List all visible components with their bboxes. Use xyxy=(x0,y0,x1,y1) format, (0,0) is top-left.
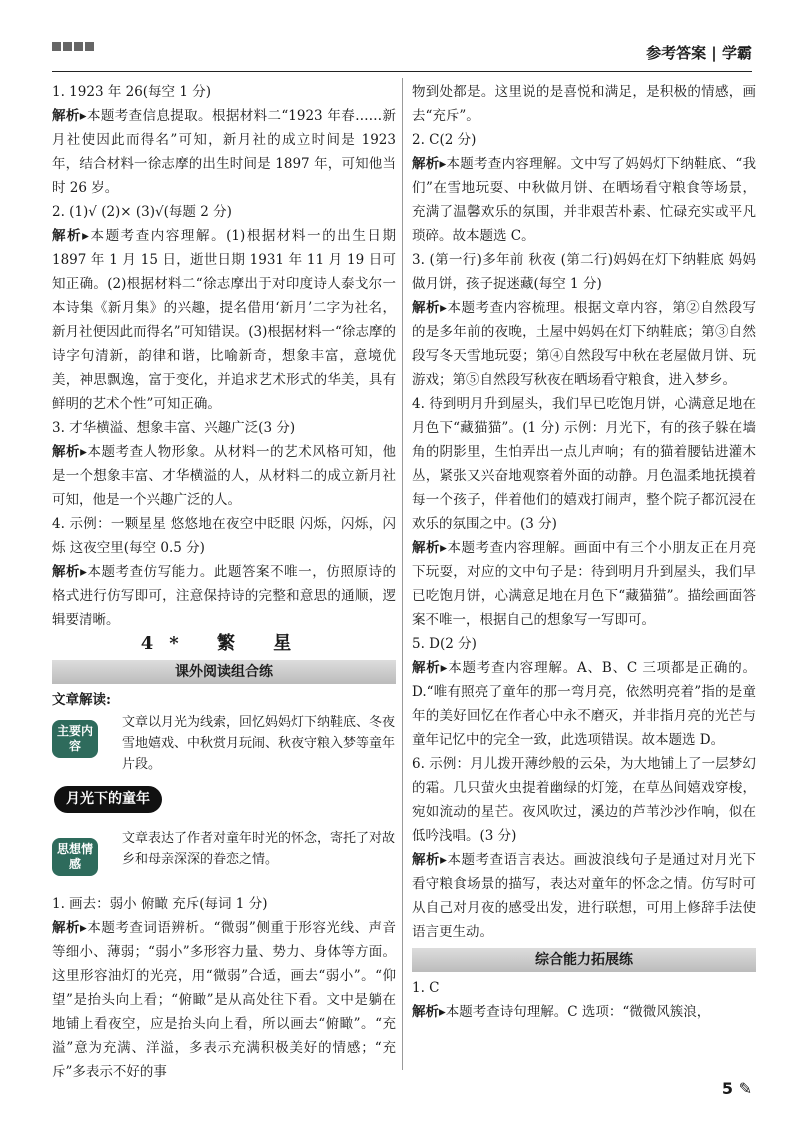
para: 解析▸本题考查内容梳理。根据文章内容，第②自然段写的是多年前的夜晚，土屋中妈妈在灯下纳鞋底；第③自然段写冬天雪地玩耍；第④自然段写中秋在老屋做月饼、玩游戏；第⑤自然段写秋夜在晒场看守粮食，进入梦乡。 xyxy=(412,300,757,388)
para: 解析▸本题考查词语辨析。“微弱”侧重于形容光线、声音等细小、薄弱；“弱小”多形容力量、势力、身体等方面。这里形容油灯的光亮，用“微弱”合适，画去“弱小”。“仰望”是抬头向上看；“俯瞰”是从高处往下看。文中是躺在地铺上看夜空，应是抬头向上看，所以画去“俯瞰”。“充溢”意为充满、洋溢，多表示充满积极美好的情感；“充斥”多表示不好的事 xyxy=(52,920,396,1080)
brand-label: 参考答案 | 学霸 xyxy=(646,44,752,62)
section-title: 4* 繁 星 xyxy=(140,633,308,654)
para: 5. D(2 分) xyxy=(412,636,477,652)
para: 解析▸本题考查内容理解。(1)根据材料一的出生日期 1897 年 1 月 15 日，逝世日期 1931 年 11 月 19 日可知正确。(2)根据材料二“徐志摩出于对印度诗人泰戈尔一本诗集《新月集》的兴趣，提名借用‘新月’二字为社名，新月社便因此而得名”可知错误。(3)根据材料一“徐志摩的诗字句清新，韵律和谐，比喻新奇，想象丰富，意境优美，神思飘逸，富于变化，并追求艺术形式的华美，具有鲜明的艺术个性”可知正确。 xyxy=(52,228,396,412)
para: 解析▸本题考查信息提取。根据材料二“1923 年春……新月社使因此而得名”可知，新月社的成立时间是 1923 年，结合材料一徐志摩的出生时间是 1897 年，可知他当时 26 岁。 xyxy=(52,108,396,196)
para: 解析▸本题考查诗句理解。C 选项：“微微风簇浪， xyxy=(412,1004,711,1020)
para: 1. 画去：弱小 俯瞰 充斥(每词 1 分) xyxy=(52,896,268,912)
para: 解析▸本题考查内容理解。文中写了妈妈灯下纳鞋底、“我们”在雪地玩耍、中秋做月饼、在晒场看守粮食等场景，充满了温馨欢乐的氛围，并非艰苦朴素、忙碌充实或平凡琐碎。故本题选 C。 xyxy=(412,156,757,244)
label-emotion: 思想情感 xyxy=(52,838,98,876)
para: 解析▸本题考查仿写能力。此题答案不唯一，仿照原诗的格式进行仿写即可，注意保持诗的完整和意思的通顺，逻辑要清晰。 xyxy=(52,564,397,628)
para: 物到处都是。这里说的是喜悦和满足，是积极的情感，画去“充斥”。 xyxy=(412,84,756,124)
column-divider xyxy=(402,78,403,1070)
label-main: 主要内容 xyxy=(52,720,98,758)
para: 解析▸本题考查人物形象。从材料一的艺术风格可知，他是一个想象丰富、才华横溢的人，从材料二的成立新月社可知，他是一个兴趣广泛的人。 xyxy=(52,444,397,508)
section-bar-2: 综合能力拓展练 xyxy=(412,948,756,972)
para: 1. 1923 年 26(每空 1 分) xyxy=(52,84,211,100)
para: 4. 待到明月升到屋头，我们早已吃饱月饼，心满意足地在月色下“藏猫猫”。(1 分) 示例：月光下，有的孩子躲在墙角的阴影里，生怕弄出一点儿声响；有的猫着腰钻进灌木丛，紧张又兴奋地观察着外面的动静。月色温柔地抚摸着每一个孩子，伴着他们的嬉戏打闹声，整个院子都沉浸在欢乐的氛围之中。(3 分) xyxy=(412,396,756,532)
center-node: 月光下的童年 xyxy=(54,786,162,813)
para: 1. C xyxy=(412,980,440,996)
para: 3. 才华横溢、想象丰富、兴趣广泛(3 分) xyxy=(52,420,296,436)
para: 2. C(2 分) xyxy=(412,132,477,148)
section-bar-1: 课外阅读组合练 xyxy=(52,660,396,684)
para: 4. 示例：一颗星星 悠悠地在夜空中眨眼 闪烁，闪烁，闪烁 这夜空里(每空 0.5 分) xyxy=(52,516,396,556)
para: 2. (1)√ (2)× (3)√(每题 2 分) xyxy=(52,204,232,220)
para: 解析▸本题考查语言表达。画波浪线句子是通过对月光下看守粮食场景的描写，表达对童年的怀念之情。仿写时可从自己对月夜的感受出发，进行联想，可用上修辞手法使语言更生动。 xyxy=(412,852,757,940)
left-column xyxy=(52,80,396,1084)
main-content: 文章以月光为线索，回忆妈妈灯下纳鞋底、冬夜雪地嬉戏、中秋赏月玩闹、秋夜守粮入梦等童年片段。 xyxy=(122,715,396,772)
page-header xyxy=(52,36,752,72)
para: 解析▸本题考查内容理解。A、B、C 三项都是正确的。D.“唯有照亮了童年的那一弯月亮，依然明亮着”指的是童年的美好回忆在作者心中永不磨灭，并非指月亮的光芒与童年记忆中的完全一致，此选项错误。故本题选 D。 xyxy=(412,660,756,748)
page-number: 5 ✎ xyxy=(721,1079,752,1098)
para: 6. 示例：月儿拨开薄纱般的云朵，为大地铺上了一层梦幻的霜。几只萤火虫提着幽绿的灯笼，在草丛间嬉戏穿梭，宛如流动的星芒。夜风吹过，溪边的芦苇沙沙作响，似在低吟浅唱。(3 分) xyxy=(412,756,756,844)
emotion-content: 文章表达了作者对童年时光的怀念，寄托了对故乡和母亲深深的眷恋之情。 xyxy=(122,831,396,867)
para: 3. (第一行)多年前 秋夜 (第二行)妈妈在灯下纳鞋底 妈妈做月饼，孩子捉迷藏(每空 1 分) xyxy=(412,252,756,292)
right-column xyxy=(412,80,756,1024)
para: 解析▸本题考查内容理解。画面中有三个小朋友正在月亮下玩耍，对应的文中句子是：待到明月升到屋头，我们早已吃饱月饼，心满意足地在月色下“藏猫猫”。描绘画面答案不唯一，根据自己的想象写一写即可。 xyxy=(412,540,757,628)
sub-heading: 文章解读: xyxy=(52,692,111,708)
mind-map xyxy=(52,712,396,892)
